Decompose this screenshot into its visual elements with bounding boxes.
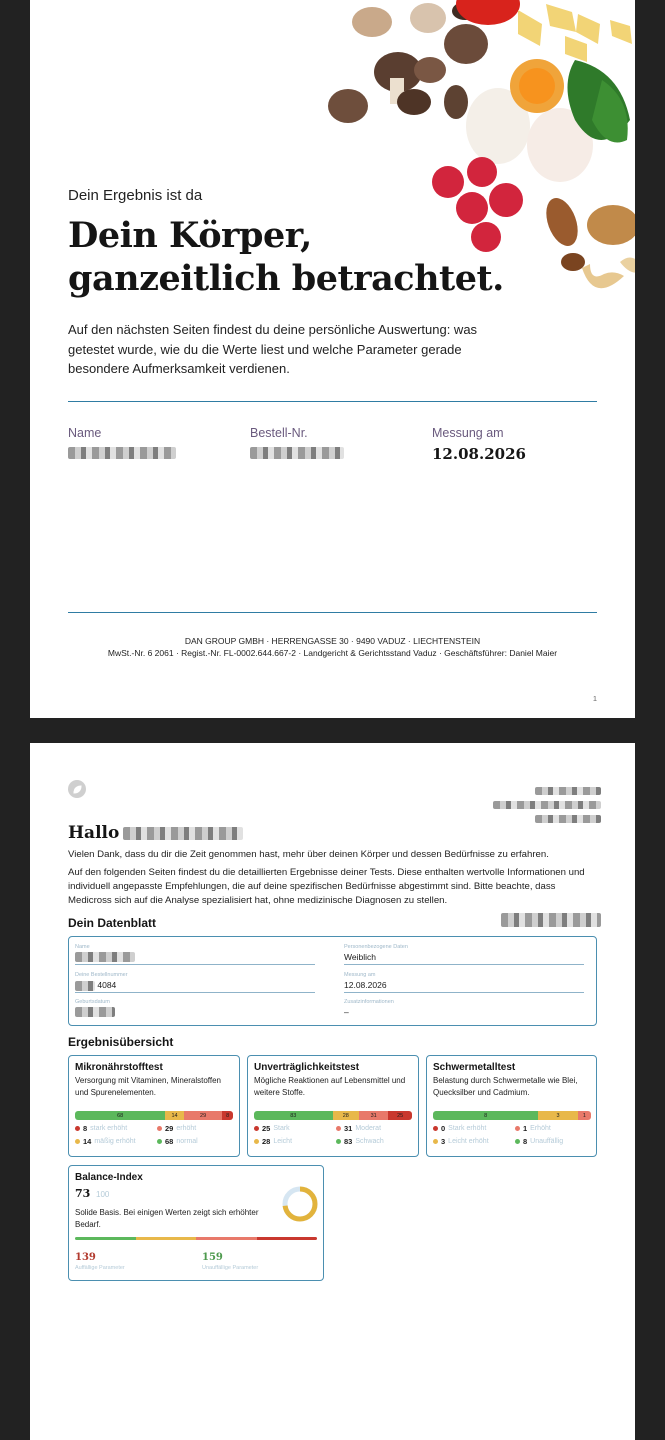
legend-count: 68 — [165, 1137, 174, 1146]
balance-max: 100 — [96, 1190, 110, 1199]
ds-extra — [344, 999, 584, 1018]
legend-item — [433, 1124, 486, 1133]
ds-personal-label: Personenbezogene Daten — [344, 944, 408, 950]
ds-order-value-partial: 4084 — [97, 980, 117, 990]
ds-date — [344, 972, 584, 993]
legend-label: Stark — [273, 1125, 290, 1132]
bar-segment: 83 — [254, 1111, 333, 1120]
ds-order — [75, 972, 315, 993]
balance-bar-segment — [196, 1237, 257, 1240]
legend-item — [433, 1137, 489, 1146]
legend-item — [515, 1137, 563, 1146]
card-title: Mikronährstofftest — [75, 1062, 163, 1073]
ds-birth-value-redacted — [75, 1007, 315, 1018]
result-bar — [433, 1111, 591, 1120]
legend-item — [254, 1137, 292, 1146]
balance-stat-auffaellig — [75, 1252, 125, 1271]
legend-dot-icon — [254, 1139, 259, 1144]
legend-label: Erhöht — [530, 1125, 551, 1132]
legend-label: Schwach — [355, 1138, 384, 1145]
legend-dot-icon — [433, 1126, 438, 1131]
legend-dot-icon — [75, 1126, 80, 1131]
datasheet-heading: Dein Datenblatt — [68, 916, 157, 930]
balance-donut-chart — [281, 1185, 319, 1223]
footer-legal: MwSt.-Nr. 6 2061 · Regist.-Nr. FL-0002.644.667-2 · Landgericht & Gerichtsstand Vaduz · Geschäftsführer: Daniel Maier — [107, 648, 558, 658]
legend-item — [157, 1137, 198, 1146]
results-heading: Ergebnisübersicht — [68, 1035, 174, 1049]
name-value-redacted — [68, 445, 176, 463]
order-label: Bestell-Nr. — [250, 426, 308, 440]
card-intolerance[interactable] — [247, 1055, 419, 1157]
card-desc: Mögliche Reaktionen auf Lebensmittel und weitere Stoffe. — [254, 1076, 406, 1097]
stat-value: 159 — [202, 1252, 223, 1263]
ds-name — [75, 944, 315, 965]
report-overview-page — [30, 743, 635, 1440]
bar-segment: 29 — [184, 1111, 223, 1120]
ds-extra-value: – — [344, 1007, 349, 1017]
legend-dot-icon — [515, 1126, 520, 1131]
ds-name-value-redacted — [75, 952, 315, 963]
legend-label: mäßig erhöht — [94, 1138, 136, 1145]
ds-birth — [75, 999, 315, 1018]
balance-title: Balance-Index — [75, 1172, 143, 1183]
footer-company: DAN GROUP GMBH · HERRENGASSE 30 · 9490 VADUZ · LIECHTENSTEIN — [184, 636, 481, 646]
legend-count: 14 — [83, 1137, 92, 1146]
legend-item — [254, 1124, 290, 1133]
legend-count: 0 — [441, 1124, 446, 1133]
leaf-logo-icon — [68, 780, 86, 798]
card-micronutrient[interactable] — [68, 1055, 240, 1157]
ds-extra-label: Zusatzinformationen — [344, 999, 394, 1005]
card-desc: Versorgung mit Vitaminen, Mineralstoffen und Spurenelementen. — [75, 1076, 222, 1097]
balance-value: 73 — [75, 1187, 91, 1200]
ds-personal — [344, 944, 584, 965]
thanks-paragraph: Vielen Dank, dass du dir die Zeit genommen hast, mehr über deinen Körper und dessen Bedürfnisse zu erfahren. — [68, 849, 549, 860]
order-value-redacted — [250, 445, 344, 463]
result-bar — [254, 1111, 412, 1120]
stat-label: Unauffällige Parameter — [202, 1265, 259, 1271]
bar-segment: 8 — [222, 1111, 233, 1120]
balance-bar — [75, 1237, 317, 1240]
result-kicker: Dein Ergebnis ist da — [68, 187, 203, 204]
datasheet-redacted — [501, 913, 601, 932]
bar-segment: 3 — [538, 1111, 578, 1120]
legend-label: stark erhöht — [90, 1125, 128, 1132]
legend-item — [515, 1124, 551, 1133]
intro-paragraph: Auf den nächsten Seiten findest du deine persönliche Auswertung: was getestet wurde, wie du die Werte liest und welche Parameter gerade besondere Aufmerksamkeit verdienen. — [68, 322, 478, 376]
datasheet-box — [68, 936, 597, 1026]
result-bar — [75, 1111, 233, 1120]
legend-label: Moderat — [355, 1125, 382, 1132]
ds-personal-value: Weiblich — [344, 952, 376, 962]
legend-count: 28 — [262, 1137, 271, 1146]
top-divider — [68, 401, 597, 402]
balance-bar-segment — [75, 1237, 136, 1240]
bar-segment: 28 — [333, 1111, 359, 1120]
stat-value: 139 — [75, 1252, 96, 1263]
date-label: Messung am — [432, 426, 504, 440]
greeting — [68, 823, 243, 843]
meta-order — [250, 426, 344, 463]
bar-segment: 14 — [165, 1111, 184, 1120]
legend-count: 8 — [83, 1124, 88, 1133]
legend-label: Leicht — [273, 1138, 293, 1145]
legend-dot-icon — [336, 1126, 341, 1131]
greeting-name-redacted — [123, 827, 243, 840]
ds-order-value — [75, 980, 315, 991]
name-label: Name — [68, 426, 102, 440]
legend-item — [336, 1124, 381, 1133]
date-value: 12.08.2026 — [432, 445, 526, 463]
stat-label: Auffällige Parameter — [75, 1265, 125, 1271]
legend-count: 3 — [441, 1137, 446, 1146]
ds-order-label: Deine Bestellnummer — [75, 972, 128, 978]
legend-dot-icon — [433, 1139, 438, 1144]
legend-item — [336, 1137, 384, 1146]
intro-paragraph-2: Auf den folgenden Seiten findest du die detaillierten Ergebnisse deiner Tests. Diese enthalten wertvolle Informationen und individuell angepasste Empfehlungen, die auf deine spezifischen Bedürfnisse abgestimmt sind. Bitte beachte, dass Medicross sich auf die Analyse spezialisiert hat, ohne medizinische Diagnosen zu stellen. — [68, 867, 585, 906]
report-title — [68, 214, 504, 300]
bar-segment: 25 — [388, 1111, 412, 1120]
ds-date-value: 12.08.2026 — [344, 980, 387, 990]
legend-count: 31 — [344, 1124, 353, 1133]
legend-dot-icon — [157, 1126, 162, 1131]
legend-label: erhöht — [176, 1125, 197, 1132]
bar-segment: 68 — [75, 1111, 165, 1120]
balance-desc: Solide Basis. Bei einigen Werten zeigt sich erhöhter Bedarf. — [75, 1208, 259, 1229]
legend-dot-icon — [157, 1139, 162, 1144]
meta-name — [68, 426, 176, 463]
legend-dot-icon — [254, 1126, 259, 1131]
bar-segment: 8 — [433, 1111, 538, 1120]
report-title-line-1: Dein Körper, — [68, 215, 312, 256]
ds-birth-label: Geburtsdatum — [75, 999, 110, 1005]
legend-label: normal — [176, 1138, 198, 1145]
card-title: Unverträglichkeitstest — [254, 1062, 360, 1073]
address-redacted-3 — [535, 810, 601, 828]
legend-count: 1 — [523, 1124, 528, 1133]
page-number: 1 — [592, 694, 597, 703]
legend-count: 8 — [523, 1137, 528, 1146]
legend-item — [75, 1124, 127, 1133]
bar-segment: 31 — [359, 1111, 388, 1120]
card-desc: Belastung durch Schwermetalle wie Blei, Quecksilber und Cadmium. — [433, 1076, 578, 1097]
balance-bar-segment — [136, 1237, 197, 1240]
ds-name-label: Name — [75, 944, 90, 950]
balance-stat-unauffaellig — [202, 1252, 258, 1271]
legend-dot-icon — [75, 1139, 80, 1144]
card-title: Schwermetalltest — [433, 1062, 516, 1073]
report-cover-page — [30, 0, 635, 718]
balance-bar-segment — [257, 1237, 318, 1240]
legend-dot-icon — [336, 1139, 341, 1144]
legend-count: 25 — [262, 1124, 271, 1133]
legend-item — [157, 1124, 196, 1133]
report-title-line-2: ganzeitlich betrachtet. — [68, 258, 504, 299]
ds-date-label: Messung am — [344, 972, 376, 978]
bottom-divider — [68, 612, 597, 613]
legend-dot-icon — [515, 1139, 520, 1144]
legend-label: Unauffällig — [530, 1138, 564, 1145]
card-heavy-metal[interactable] — [426, 1055, 597, 1157]
legend-count: 29 — [165, 1124, 174, 1133]
legend-label: Leicht erhöht — [448, 1138, 489, 1145]
legend-item — [75, 1137, 136, 1146]
greeting-text: Hallo — [68, 823, 120, 843]
legend-label: Stark erhöht — [448, 1125, 487, 1132]
card-balance-index[interactable] — [68, 1165, 324, 1281]
bar-segment: 1 — [578, 1111, 591, 1120]
legend-count: 83 — [344, 1137, 353, 1146]
meta-date — [432, 426, 526, 463]
